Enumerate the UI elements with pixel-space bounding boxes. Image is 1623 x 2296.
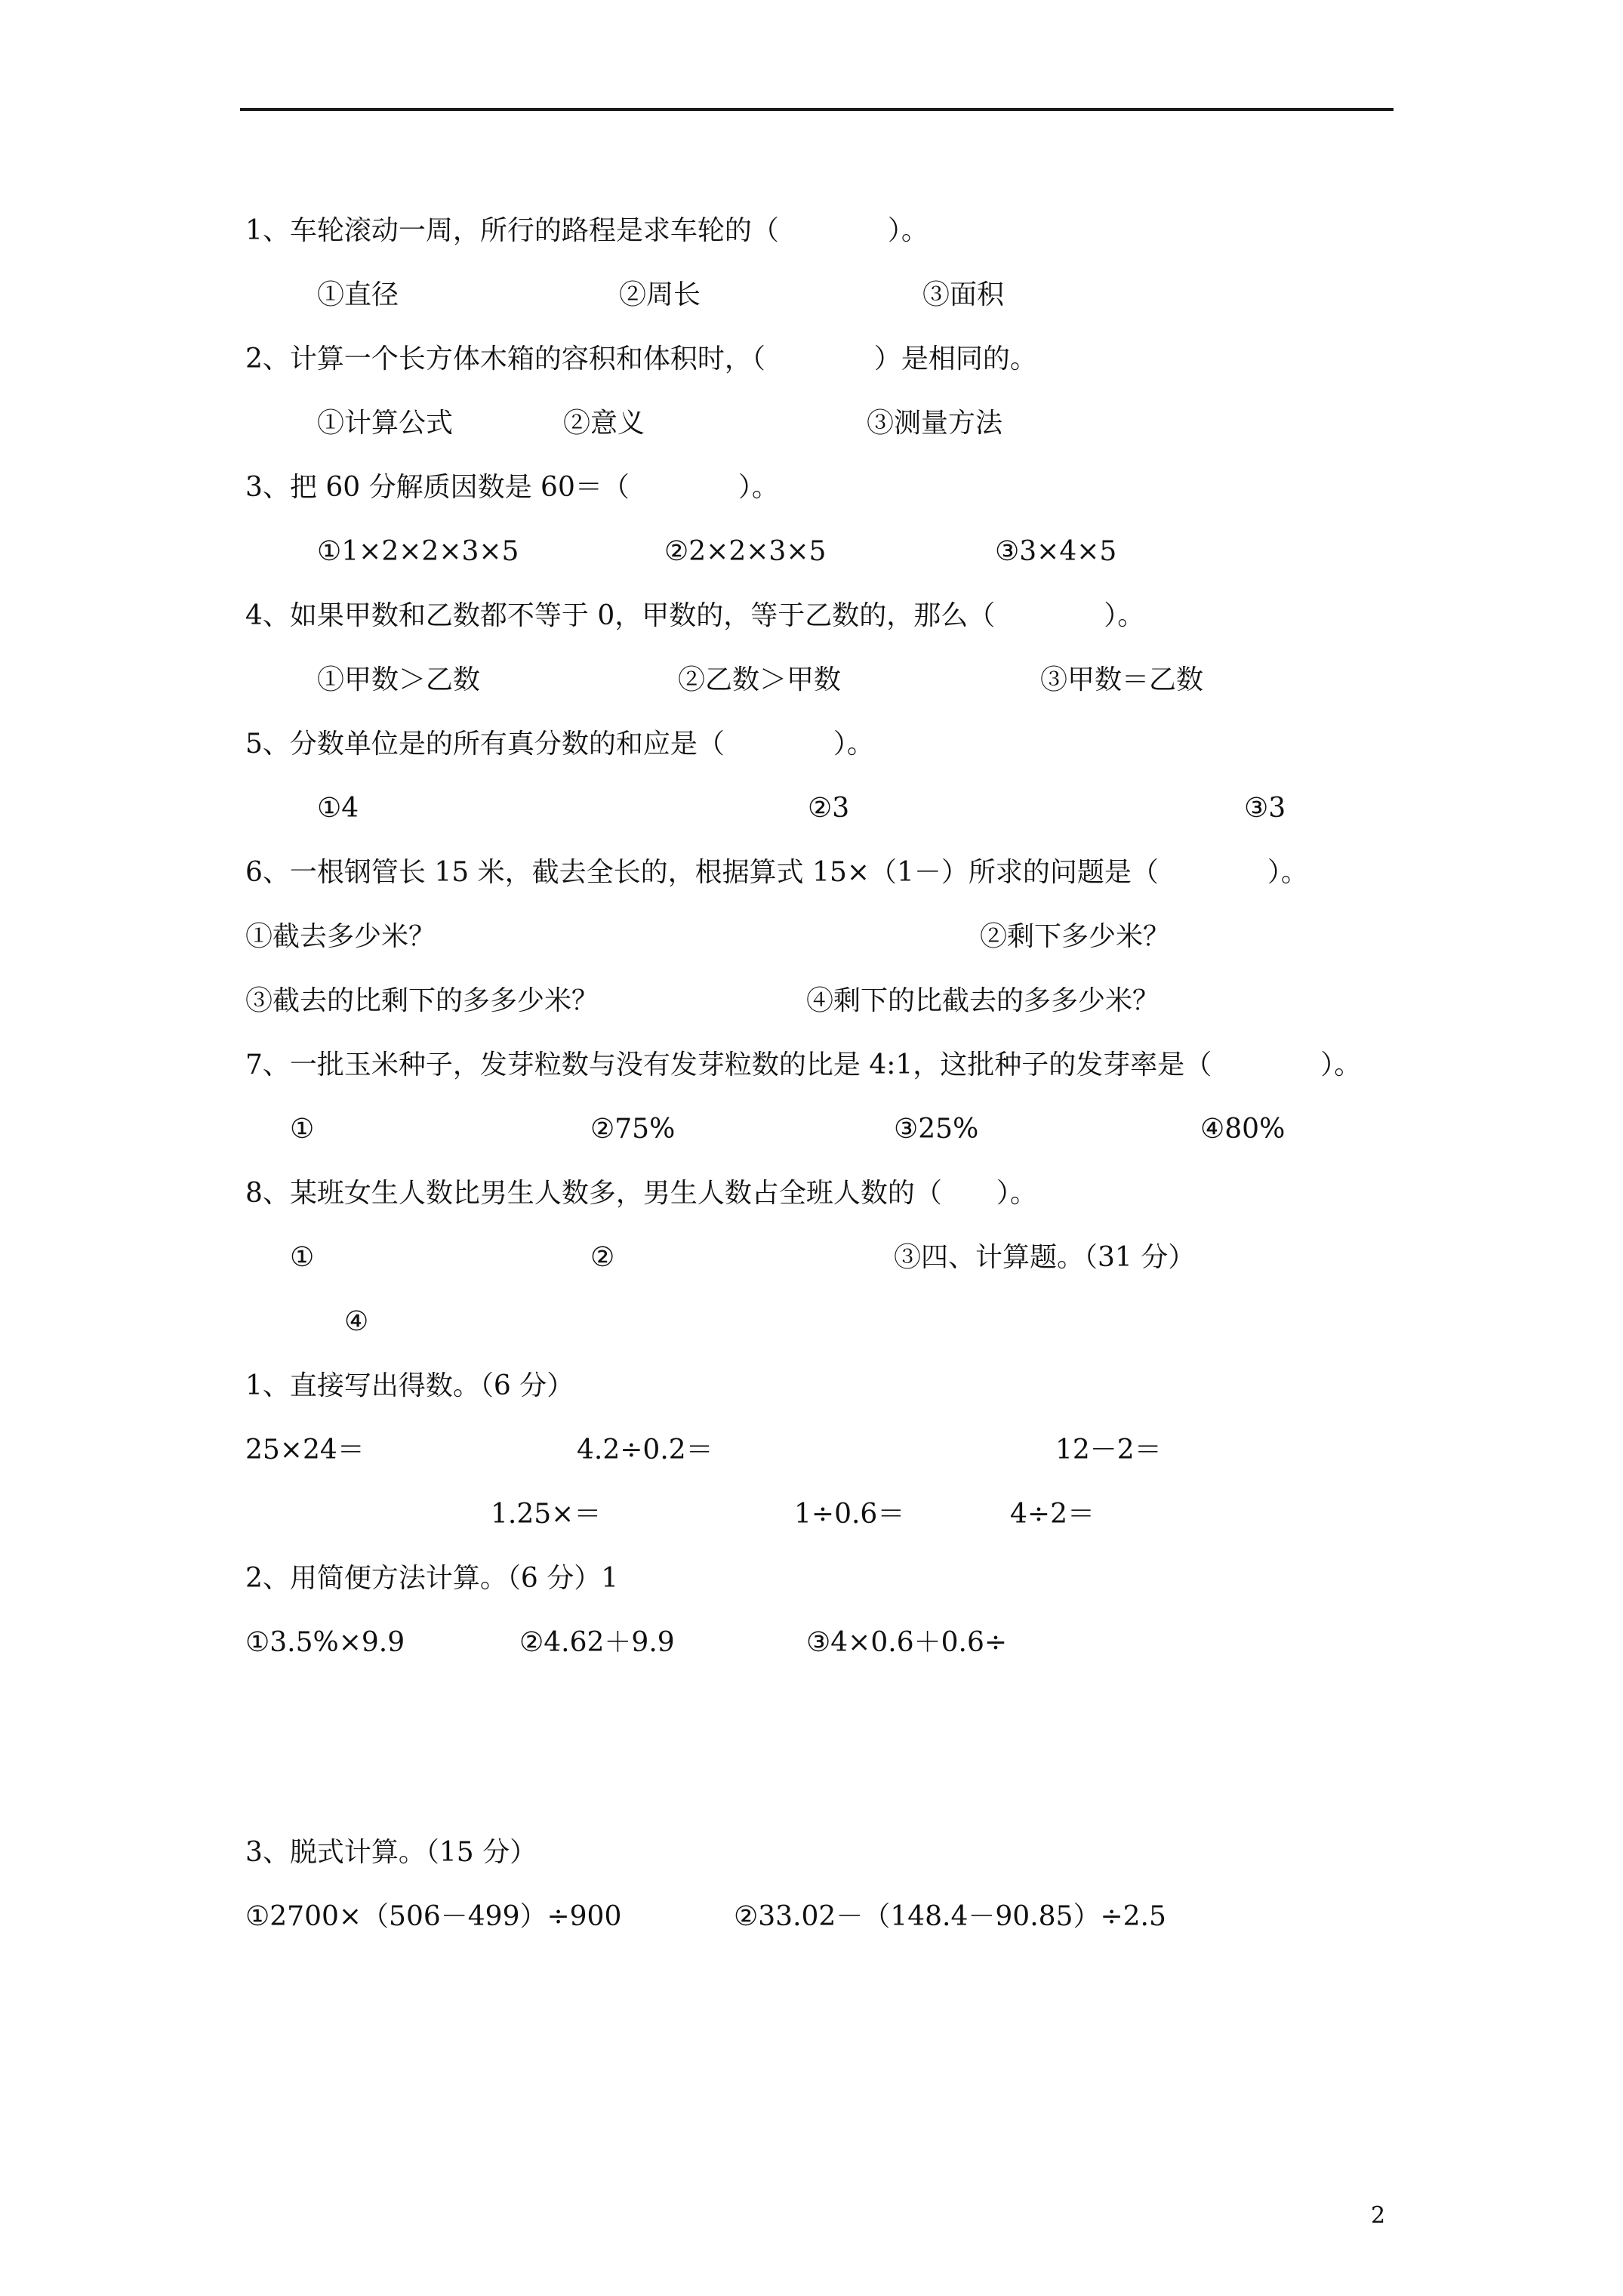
question-8: [0, 1171, 1623, 1216]
question-5-stem: 5、分数单位是的所有真分数的和应是（ ）。: [245, 729, 874, 760]
option-b: ②意义: [563, 408, 645, 439]
question-3-stem: 3、把 60 分解质因数是 60＝（ ）。: [245, 472, 779, 503]
calc-part3-items: [0, 1894, 1623, 1940]
option-a: ①直径: [317, 279, 399, 310]
question-5-options: [0, 786, 1623, 831]
option-b: ②3: [808, 793, 850, 824]
option-c-section-heading: ③四、计算题。（31 分）: [894, 1242, 1196, 1273]
calc-item: 1.25×＝: [491, 1499, 602, 1530]
option-c: ③3: [1244, 793, 1286, 824]
calc-part2-items: [0, 1620, 1623, 1666]
option-a: ①甲数＞乙数: [317, 664, 481, 695]
calc-item: 4÷2＝: [1010, 1499, 1095, 1530]
option-b: ②剩下多少米？: [980, 921, 1171, 952]
option-a: ①1×2×2×3×5: [317, 536, 519, 567]
question-4-stem: 4、如果甲数和乙数都不等于 0，甲数的，等于乙数的，那么（ ）。: [245, 600, 1145, 631]
page-number: 2: [1371, 2202, 1386, 2229]
question-5: [0, 722, 1623, 767]
calc-item: ②33.02－（148.4－90.85）÷2.5: [734, 1901, 1166, 1932]
option-b: ②: [590, 1242, 615, 1273]
question-2-options: [0, 401, 1623, 446]
question-8-options: [0, 1235, 1623, 1281]
calc-item: 12－2＝: [1055, 1435, 1162, 1465]
option-d: ④: [344, 1306, 369, 1337]
calc-item: ②4.62＋9.9: [519, 1627, 675, 1658]
question-8-options-row2: [0, 1299, 1623, 1345]
question-4: [0, 593, 1623, 639]
option-c: ③25%: [894, 1114, 979, 1145]
option-b: ②乙数＞甲数: [678, 664, 842, 695]
question-7-options: [0, 1107, 1623, 1152]
option-a: ①: [290, 1242, 315, 1273]
option-c: ③测量方法: [867, 408, 1003, 439]
question-6-options-row1: [0, 914, 1623, 960]
header-rule: [240, 108, 1394, 111]
option-c: ③截去的比剩下的多多少米？: [245, 985, 599, 1016]
calc-item: 25×24＝: [245, 1435, 365, 1465]
option-c: ③面积: [922, 279, 1005, 310]
option-a: ①截去多少米？: [245, 921, 436, 952]
calc-item: ③4×0.6＋0.6÷: [806, 1627, 1008, 1658]
option-d: ④80%: [1200, 1114, 1286, 1145]
question-8-stem: 8、某班女生人数比男生人数多，男生人数占全班人数的（ ）。: [245, 1178, 1037, 1209]
option-d: ④剩下的比截去的多多少米？: [806, 985, 1160, 1016]
question-3-options: [0, 529, 1623, 575]
calc-item: ①3.5%×9.9: [245, 1627, 405, 1658]
option-a: ①计算公式: [317, 408, 454, 439]
option-a: ①: [290, 1114, 315, 1145]
calc-part3-title: 3、脱式计算。（15 分）: [245, 1837, 537, 1868]
option-b: ②75%: [590, 1114, 676, 1145]
option-b: ②2×2×3×5: [664, 536, 827, 567]
question-6: [0, 850, 1623, 895]
question-2: [0, 337, 1623, 382]
question-4-options: [0, 658, 1623, 703]
question-7: [0, 1043, 1623, 1088]
option-b: ②周长: [619, 279, 701, 310]
question-1-options: [0, 273, 1623, 318]
question-2-stem: 2、计算一个长方体木箱的容积和体积时，（ ）是相同的。: [245, 344, 1037, 374]
question-7-stem: 7、一批玉米种子，发芽粒数与没有发芽粒数的比是 4:1，这批种子的发芽率是（ ）。: [245, 1049, 1362, 1080]
question-1-stem: 1、车轮滚动一周，所行的路程是求车轮的（ ）。: [245, 215, 929, 246]
question-3: [0, 465, 1623, 510]
option-c: ③3×4×5: [995, 536, 1117, 567]
option-c: ③甲数＝乙数: [1040, 664, 1204, 695]
calc-part1-title: 1、直接写出得数。（6 分）: [245, 1370, 574, 1401]
calc-part1-row2: [0, 1492, 1623, 1537]
calc-item: 1÷0.6＝: [794, 1499, 905, 1530]
calc-item: 4.2÷0.2＝: [577, 1435, 713, 1465]
question-1: [0, 208, 1623, 254]
question-6-stem: 6、一根钢管长 15 米，截去全长的，根据算式 15×（1－）所求的问题是（ ）。: [245, 857, 1308, 888]
calc-part2-title: 2、用简便方法计算。（6 分）1: [245, 1563, 619, 1594]
calc-part1-row1: [0, 1428, 1623, 1473]
question-6-options-row2: [0, 978, 1623, 1024]
option-a: ①4: [317, 793, 359, 824]
calc-item: ①2700×（506－499）÷900: [245, 1901, 622, 1932]
